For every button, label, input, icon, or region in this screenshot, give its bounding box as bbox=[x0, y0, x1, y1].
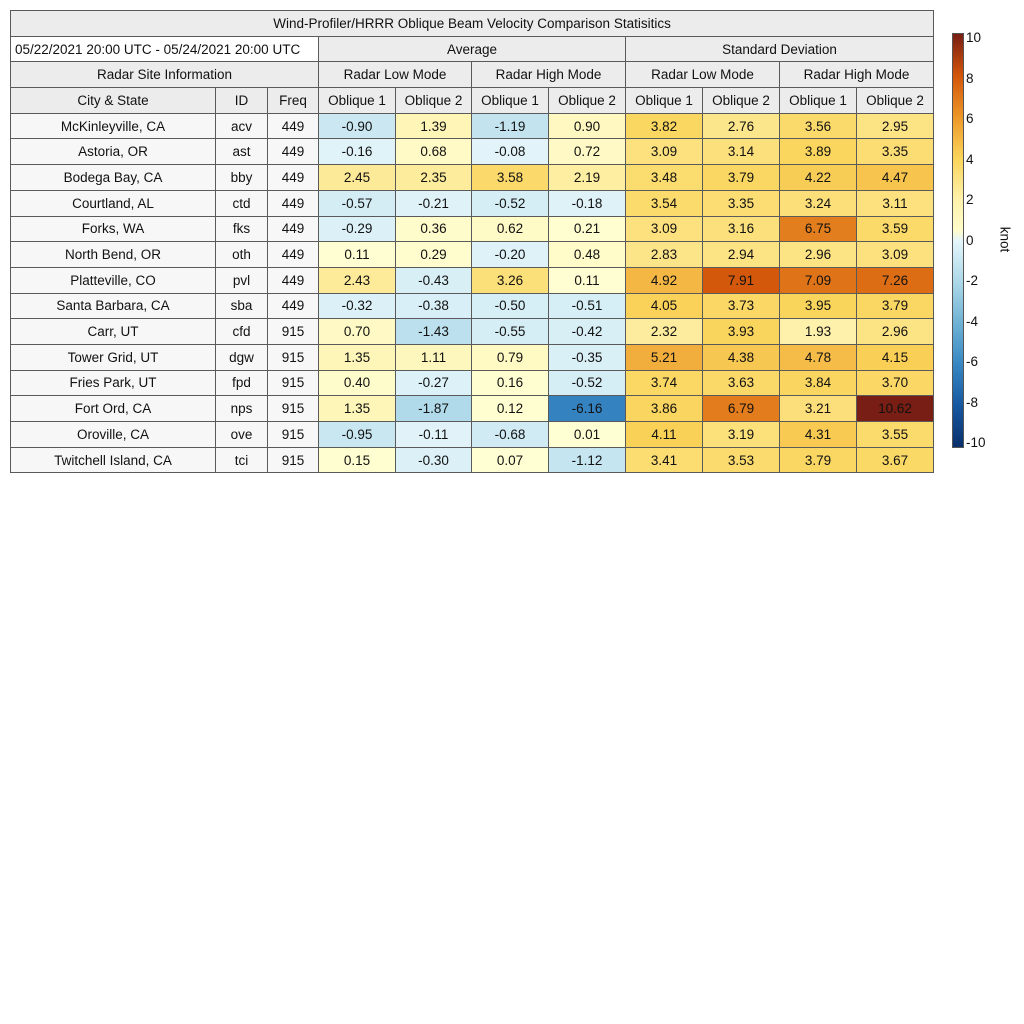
value-cell: 4.92 bbox=[626, 267, 703, 293]
site-freq-cell: 915 bbox=[268, 344, 319, 370]
site-id-cell: dgw bbox=[216, 344, 268, 370]
value-cell: 0.70 bbox=[319, 319, 396, 345]
value-cell: -0.55 bbox=[472, 319, 549, 345]
table-title: Wind-Profiler/HRRR Oblique Beam Velocity Comparison Statisitics bbox=[11, 11, 934, 37]
table-row bbox=[11, 396, 934, 422]
value-cell: 2.96 bbox=[780, 242, 857, 268]
value-cell: 4.47 bbox=[857, 165, 934, 191]
value-cell: 0.11 bbox=[319, 242, 396, 268]
value-cell: -0.95 bbox=[319, 422, 396, 448]
value-cell: 3.79 bbox=[780, 447, 857, 473]
value-cell: 3.73 bbox=[703, 293, 780, 319]
sd-high-mode-header: Radar High Mode bbox=[780, 62, 934, 88]
site-city-cell: McKinleyville, CA bbox=[11, 113, 216, 139]
value-cell: 0.07 bbox=[472, 447, 549, 473]
value-cell: 4.15 bbox=[857, 344, 934, 370]
value-cell: 1.11 bbox=[396, 344, 472, 370]
std-dev-header: Standard Deviation bbox=[626, 36, 934, 62]
sd-low-mode-header: Radar Low Mode bbox=[626, 62, 780, 88]
value-cell: 3.89 bbox=[780, 139, 857, 165]
avg-high-oblique1-header: Oblique 1 bbox=[472, 88, 549, 114]
value-cell: 3.56 bbox=[780, 113, 857, 139]
value-cell: 0.90 bbox=[549, 113, 626, 139]
value-cell: -0.21 bbox=[396, 190, 472, 216]
value-cell: 3.55 bbox=[857, 422, 934, 448]
value-cell: -0.43 bbox=[396, 267, 472, 293]
avg-low-oblique2-header: Oblique 2 bbox=[396, 88, 472, 114]
avg-low-mode-header: Radar Low Mode bbox=[319, 62, 472, 88]
site-freq-cell: 915 bbox=[268, 396, 319, 422]
value-cell: 0.01 bbox=[549, 422, 626, 448]
value-cell: 3.19 bbox=[703, 422, 780, 448]
value-cell: 0.36 bbox=[396, 216, 472, 242]
site-id-cell: fpd bbox=[216, 370, 268, 396]
colorbar-tick-label: 6 bbox=[966, 111, 974, 126]
site-city-cell: Courtland, AL bbox=[11, 190, 216, 216]
value-cell: 3.54 bbox=[626, 190, 703, 216]
table-row bbox=[11, 422, 934, 448]
value-cell: -0.35 bbox=[549, 344, 626, 370]
statistics-table bbox=[10, 10, 934, 473]
site-id-cell: ove bbox=[216, 422, 268, 448]
value-cell: -0.30 bbox=[396, 447, 472, 473]
value-cell: 3.67 bbox=[857, 447, 934, 473]
value-cell: 0.40 bbox=[319, 370, 396, 396]
colorbar-tick-label: 10 bbox=[966, 30, 982, 45]
value-cell: 2.45 bbox=[319, 165, 396, 191]
value-cell: -0.38 bbox=[396, 293, 472, 319]
value-cell: 4.78 bbox=[780, 344, 857, 370]
value-cell: 0.62 bbox=[472, 216, 549, 242]
table-row bbox=[11, 190, 934, 216]
value-cell: 0.11 bbox=[549, 267, 626, 293]
site-city-cell: Twitchell Island, CA bbox=[11, 447, 216, 473]
value-cell: 2.94 bbox=[703, 242, 780, 268]
value-cell: 2.96 bbox=[857, 319, 934, 345]
value-cell: -1.19 bbox=[472, 113, 549, 139]
site-freq-cell: 449 bbox=[268, 113, 319, 139]
value-cell: 4.11 bbox=[626, 422, 703, 448]
value-cell: 0.79 bbox=[472, 344, 549, 370]
value-cell: -1.12 bbox=[549, 447, 626, 473]
avg-low-oblique1-header: Oblique 1 bbox=[319, 88, 396, 114]
value-cell: -0.52 bbox=[549, 370, 626, 396]
site-city-cell: North Bend, OR bbox=[11, 242, 216, 268]
value-cell: 0.15 bbox=[319, 447, 396, 473]
site-freq-cell: 915 bbox=[268, 422, 319, 448]
colorbar-tick-label: 2 bbox=[966, 192, 974, 207]
value-cell: 3.16 bbox=[703, 216, 780, 242]
value-cell: -0.50 bbox=[472, 293, 549, 319]
table-row bbox=[11, 113, 934, 139]
value-cell: 3.35 bbox=[703, 190, 780, 216]
table-row bbox=[11, 267, 934, 293]
table-body bbox=[11, 113, 934, 473]
value-cell: -0.52 bbox=[472, 190, 549, 216]
value-cell: 3.24 bbox=[780, 190, 857, 216]
value-cell: 0.48 bbox=[549, 242, 626, 268]
value-cell: 4.05 bbox=[626, 293, 703, 319]
table-row bbox=[11, 139, 934, 165]
colorbar-tick-label: -10 bbox=[966, 435, 986, 450]
value-cell: 2.43 bbox=[319, 267, 396, 293]
value-cell: 0.12 bbox=[472, 396, 549, 422]
value-cell: -0.32 bbox=[319, 293, 396, 319]
table-row bbox=[11, 319, 934, 345]
colorbar-tick-label: 8 bbox=[966, 70, 974, 86]
value-cell: 6.79 bbox=[703, 396, 780, 422]
value-cell: -0.11 bbox=[396, 422, 472, 448]
site-freq-cell: 449 bbox=[268, 216, 319, 242]
id-header: ID bbox=[216, 88, 268, 114]
value-cell: 2.76 bbox=[703, 113, 780, 139]
value-cell: 3.48 bbox=[626, 165, 703, 191]
site-freq-cell: 915 bbox=[268, 447, 319, 473]
site-id-cell: fks bbox=[216, 216, 268, 242]
date-range: 05/22/2021 20:00 UTC - 05/24/2021 20:00 UTC bbox=[11, 36, 319, 62]
site-city-cell: Astoria, OR bbox=[11, 139, 216, 165]
site-id-cell: ast bbox=[216, 139, 268, 165]
site-city-cell: Fort Ord, CA bbox=[11, 396, 216, 422]
site-id-cell: pvl bbox=[216, 267, 268, 293]
value-cell: 3.79 bbox=[703, 165, 780, 191]
site-city-cell: Platteville, CO bbox=[11, 267, 216, 293]
value-cell: -0.90 bbox=[319, 113, 396, 139]
value-cell: 10.62 bbox=[857, 396, 934, 422]
value-cell: 4.38 bbox=[703, 344, 780, 370]
value-cell: 3.82 bbox=[626, 113, 703, 139]
site-city-cell: Santa Barbara, CA bbox=[11, 293, 216, 319]
site-city-cell: Oroville, CA bbox=[11, 422, 216, 448]
value-cell: -0.08 bbox=[472, 139, 549, 165]
value-cell: -1.43 bbox=[396, 319, 472, 345]
value-cell: 7.26 bbox=[857, 267, 934, 293]
site-freq-cell: 449 bbox=[268, 293, 319, 319]
sd-low-oblique1-header: Oblique 1 bbox=[626, 88, 703, 114]
value-cell: 3.09 bbox=[626, 216, 703, 242]
site-freq-cell: 915 bbox=[268, 370, 319, 396]
value-cell: -0.18 bbox=[549, 190, 626, 216]
value-cell: -0.68 bbox=[472, 422, 549, 448]
table-row bbox=[11, 370, 934, 396]
value-cell: 3.59 bbox=[857, 216, 934, 242]
value-cell: 3.74 bbox=[626, 370, 703, 396]
value-cell: 0.16 bbox=[472, 370, 549, 396]
city-state-header: City & State bbox=[11, 88, 216, 114]
value-cell: 3.41 bbox=[626, 447, 703, 473]
site-freq-cell: 449 bbox=[268, 139, 319, 165]
value-cell: 2.35 bbox=[396, 165, 472, 191]
freq-header: Freq bbox=[268, 88, 319, 114]
sd-low-oblique2-header: Oblique 2 bbox=[703, 88, 780, 114]
value-cell: 1.39 bbox=[396, 113, 472, 139]
site-id-cell: sba bbox=[216, 293, 268, 319]
value-cell: 0.68 bbox=[396, 139, 472, 165]
value-cell: -0.16 bbox=[319, 139, 396, 165]
site-city-cell: Carr, UT bbox=[11, 319, 216, 345]
table-row bbox=[11, 344, 934, 370]
value-cell: 0.21 bbox=[549, 216, 626, 242]
value-cell: 2.83 bbox=[626, 242, 703, 268]
value-cell: 2.19 bbox=[549, 165, 626, 191]
avg-high-mode-header: Radar High Mode bbox=[472, 62, 626, 88]
table-row bbox=[11, 293, 934, 319]
site-id-cell: bby bbox=[216, 165, 268, 191]
site-id-cell: tci bbox=[216, 447, 268, 473]
site-city-cell: Tower Grid, UT bbox=[11, 344, 216, 370]
site-freq-cell: 449 bbox=[268, 190, 319, 216]
value-cell: 4.31 bbox=[780, 422, 857, 448]
value-cell: 7.91 bbox=[703, 267, 780, 293]
site-freq-cell: 449 bbox=[268, 165, 319, 191]
value-cell: 3.53 bbox=[703, 447, 780, 473]
site-id-cell: ctd bbox=[216, 190, 268, 216]
value-cell: 3.09 bbox=[626, 139, 703, 165]
site-info-header: Radar Site Information bbox=[11, 62, 319, 88]
value-cell: 2.32 bbox=[626, 319, 703, 345]
value-cell: 3.86 bbox=[626, 396, 703, 422]
colorbar-tick-label: 4 bbox=[966, 151, 974, 167]
table-row bbox=[11, 165, 934, 191]
value-cell: -0.57 bbox=[319, 190, 396, 216]
value-cell: 0.29 bbox=[396, 242, 472, 268]
site-city-cell: Bodega Bay, CA bbox=[11, 165, 216, 191]
value-cell: -0.29 bbox=[319, 216, 396, 242]
value-cell: 4.22 bbox=[780, 165, 857, 191]
colorbar-tick-label: -8 bbox=[966, 394, 979, 410]
colorbar-tick-label: 0 bbox=[966, 232, 974, 248]
site-city-cell: Fries Park, UT bbox=[11, 370, 216, 396]
site-id-cell: nps bbox=[216, 396, 268, 422]
value-cell: 1.93 bbox=[780, 319, 857, 345]
colorbar bbox=[952, 33, 964, 448]
value-cell: 3.95 bbox=[780, 293, 857, 319]
value-cell: 0.72 bbox=[549, 139, 626, 165]
value-cell: 3.70 bbox=[857, 370, 934, 396]
value-cell: -6.16 bbox=[549, 396, 626, 422]
value-cell: 3.14 bbox=[703, 139, 780, 165]
value-cell: 7.09 bbox=[780, 267, 857, 293]
value-cell: -1.87 bbox=[396, 396, 472, 422]
table-row bbox=[11, 216, 934, 242]
value-cell: -0.20 bbox=[472, 242, 549, 268]
value-cell: 3.11 bbox=[857, 190, 934, 216]
average-header: Average bbox=[319, 36, 626, 62]
colorbar-tick-label: -4 bbox=[966, 313, 979, 329]
colorbar-tick-label: -2 bbox=[966, 273, 979, 288]
value-cell: 3.93 bbox=[703, 319, 780, 345]
colorbar-tick-label: -6 bbox=[966, 354, 979, 369]
sd-high-oblique1-header: Oblique 1 bbox=[780, 88, 857, 114]
value-cell: 3.58 bbox=[472, 165, 549, 191]
value-cell: 3.09 bbox=[857, 242, 934, 268]
avg-high-oblique2-header: Oblique 2 bbox=[549, 88, 626, 114]
value-cell: 2.95 bbox=[857, 113, 934, 139]
value-cell: 1.35 bbox=[319, 344, 396, 370]
site-freq-cell: 449 bbox=[268, 242, 319, 268]
value-cell: 6.75 bbox=[780, 216, 857, 242]
value-cell: 3.26 bbox=[472, 267, 549, 293]
value-cell: 1.35 bbox=[319, 396, 396, 422]
value-cell: 3.35 bbox=[857, 139, 934, 165]
sd-high-oblique2-header: Oblique 2 bbox=[857, 88, 934, 114]
value-cell: -0.42 bbox=[549, 319, 626, 345]
table-row bbox=[11, 242, 934, 268]
site-id-cell: cfd bbox=[216, 319, 268, 345]
table-row bbox=[11, 447, 934, 473]
value-cell: -0.51 bbox=[549, 293, 626, 319]
colorbar-unit-label: knot bbox=[997, 226, 1013, 253]
site-id-cell: oth bbox=[216, 242, 268, 268]
value-cell: 3.21 bbox=[780, 396, 857, 422]
value-cell: 3.84 bbox=[780, 370, 857, 396]
site-freq-cell: 449 bbox=[268, 267, 319, 293]
value-cell: 3.63 bbox=[703, 370, 780, 396]
value-cell: -0.27 bbox=[396, 370, 472, 396]
value-cell: 5.21 bbox=[626, 344, 703, 370]
site-city-cell: Forks, WA bbox=[11, 216, 216, 242]
site-id-cell: acv bbox=[216, 113, 268, 139]
value-cell: 3.79 bbox=[857, 293, 934, 319]
site-freq-cell: 915 bbox=[268, 319, 319, 345]
